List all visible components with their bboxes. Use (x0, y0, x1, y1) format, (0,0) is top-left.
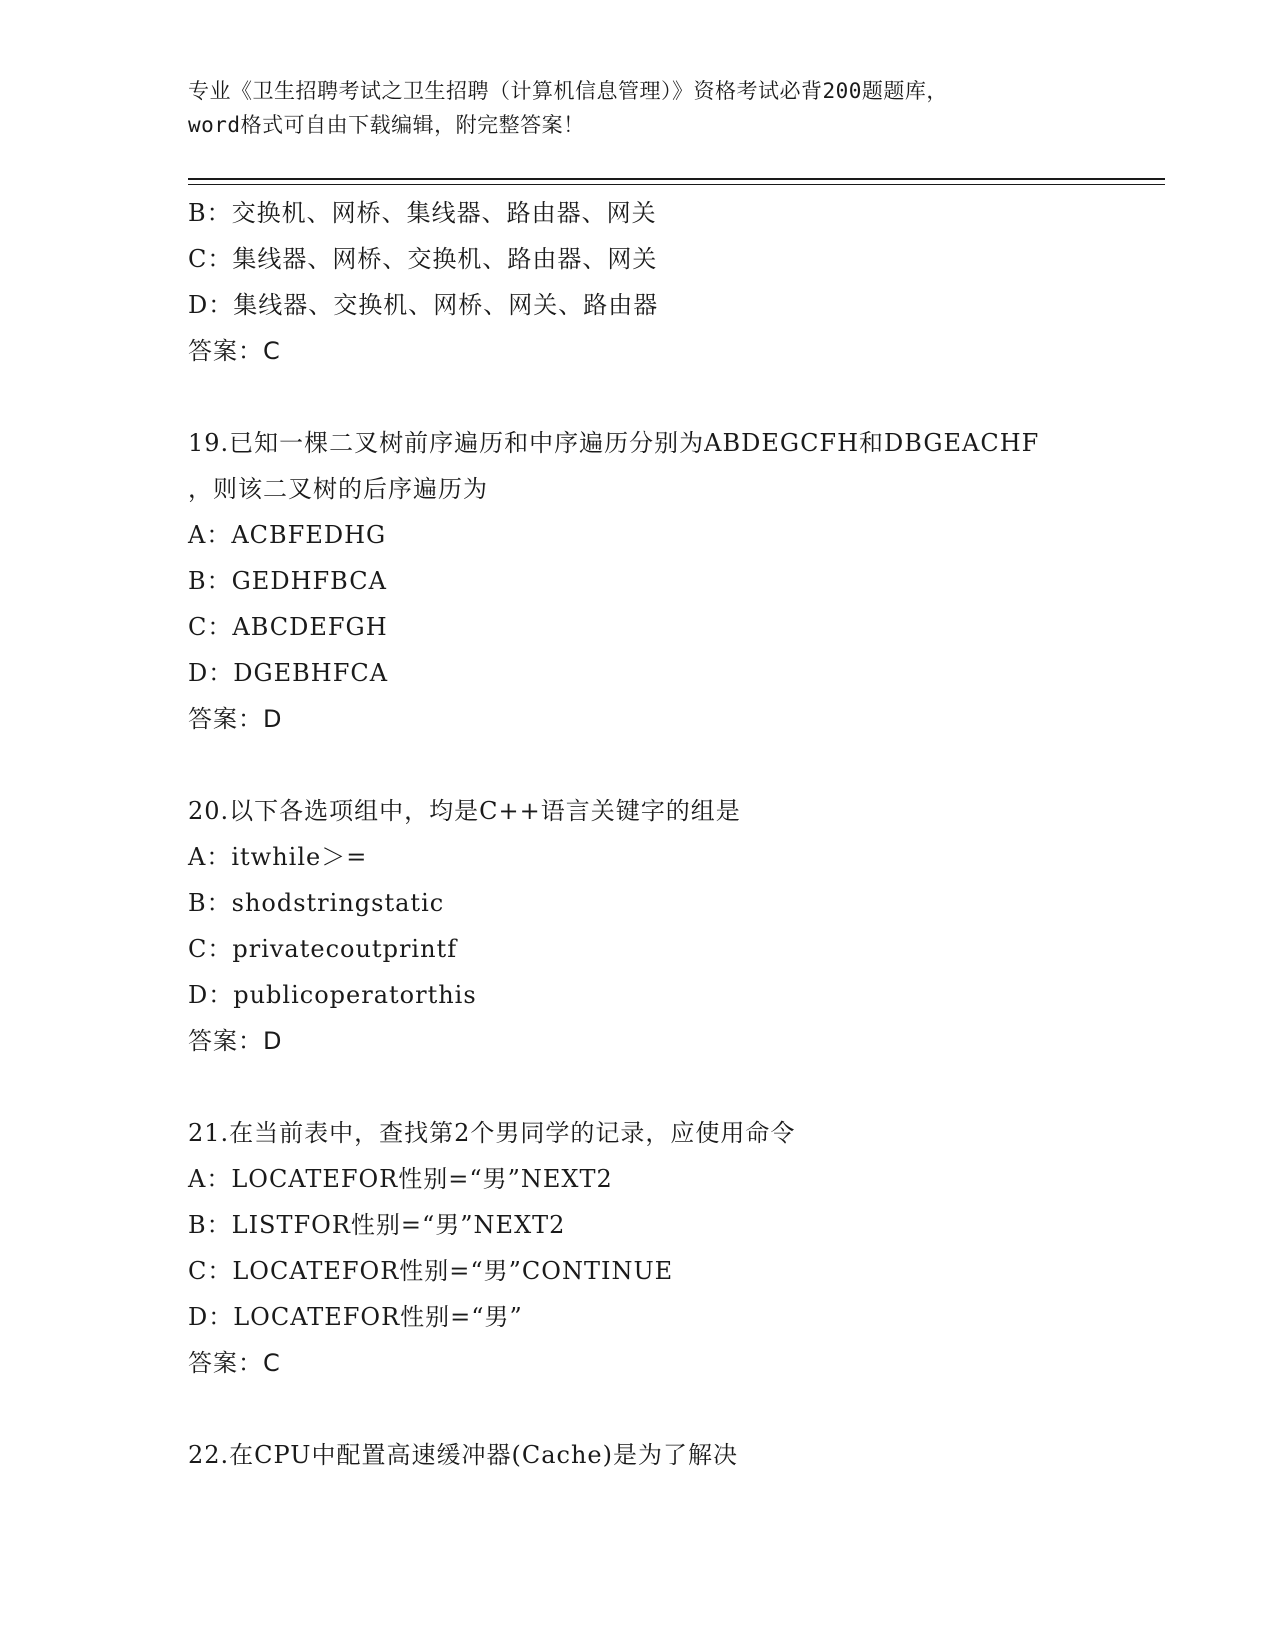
question-19 (188, 420, 1088, 742)
question-20 (188, 788, 1088, 1064)
header-rule-thin (188, 184, 1165, 185)
answer: 答案：D (188, 705, 283, 733)
question-21 (188, 1110, 1088, 1386)
answer: 答案：C (188, 337, 281, 365)
question-text-line-1: 19.已知一棵二叉树前序遍历和中序遍历分别为ABDEGCFH和DBGEACHF (188, 429, 1040, 457)
option-b: B：LISTFOR性别=“男”NEXT2 (188, 1211, 566, 1239)
option-a: A：ACBFEDHG (188, 521, 387, 549)
question-18 (188, 190, 1088, 374)
option-c: C：集线器、网桥、交换机、路由器、网关 (188, 245, 658, 273)
question-text-line-2: ，则该二叉树的后序遍历为 (188, 475, 488, 503)
document-header (188, 74, 1088, 142)
option-a: A：itwhile＞= (188, 843, 368, 871)
option-d: D：LOCATEFOR性别=“男” (188, 1303, 523, 1331)
option-a: A：LOCATEFOR性别=“男”NEXT2 (188, 1165, 613, 1193)
option-d: D：publicoperatorthis (188, 981, 477, 1009)
option-c: C：ABCDEFGH (188, 613, 388, 641)
option-d: D：DGEBHFCA (188, 659, 389, 687)
spacer (188, 742, 1088, 788)
spacer (188, 1064, 1088, 1110)
answer: 答案：D (188, 1027, 283, 1055)
spacer (188, 1386, 1088, 1432)
header-line-1: 专业《卫生招聘考试之卫生招聘（计算机信息管理）》资格考试必背200题题库， (188, 79, 948, 103)
question-text: 20.以下各选项组中，均是C++语言关键字的组是 (188, 797, 741, 825)
option-b: B：shodstringstatic (188, 889, 445, 917)
option-c: C：privatecoutprintf (188, 935, 458, 963)
answer: 答案：C (188, 1349, 281, 1377)
spacer (188, 374, 1088, 420)
option-d: D：集线器、交换机、网桥、网关、路由器 (188, 291, 659, 319)
header-line-2: word格式可自由下载编辑，附完整答案！ (188, 113, 585, 137)
header-rule-thick (188, 178, 1165, 180)
question-22 (188, 1432, 1088, 1478)
option-b: B：GEDHFBCA (188, 567, 387, 595)
question-text: 21.在当前表中，查找第2个男同学的记录，应使用命令 (188, 1119, 796, 1147)
option-c: C：LOCATEFOR性别=“男”CONTINUE (188, 1257, 674, 1285)
option-b: B：交换机、网桥、集线器、路由器、网关 (188, 199, 657, 227)
question-list (188, 190, 1088, 1478)
question-text: 22.在CPU中配置高速缓冲器(Cache)是为了解决 (188, 1441, 738, 1469)
